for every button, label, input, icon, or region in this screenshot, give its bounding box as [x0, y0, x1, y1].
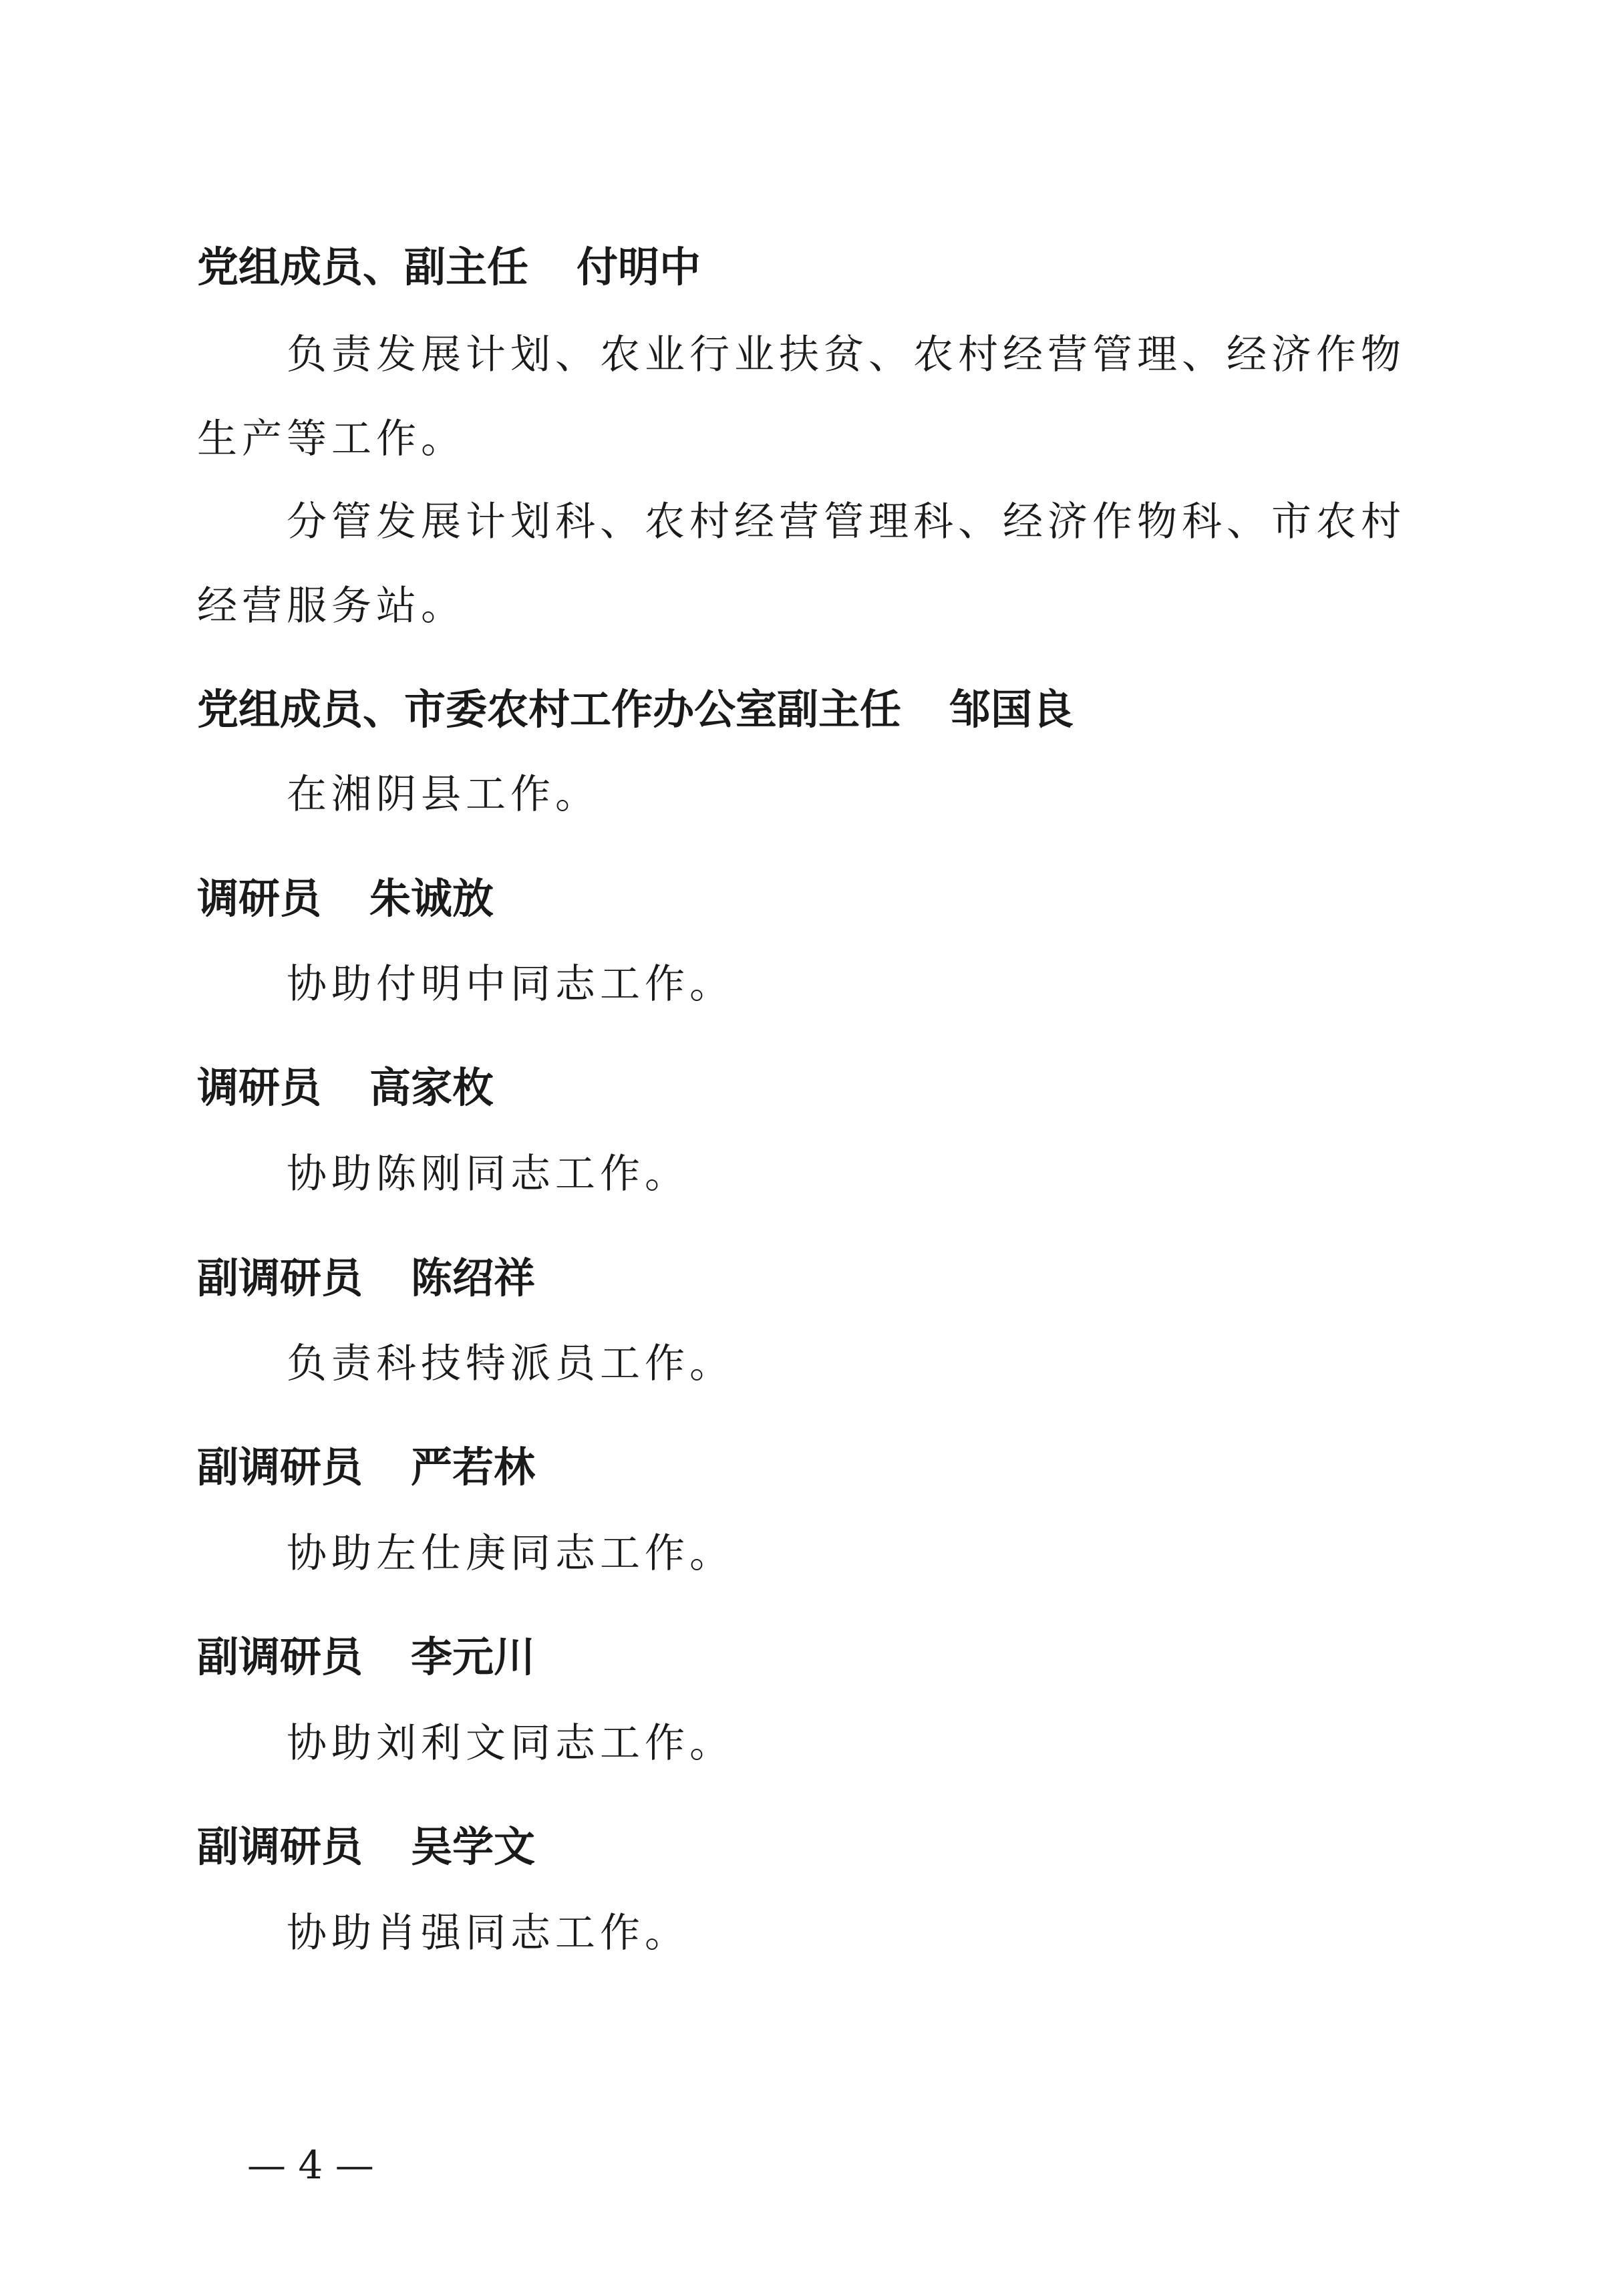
entry-title: 副调研员 — [197, 1632, 363, 1681]
entry-title: 调研员 — [197, 1063, 322, 1112]
entry-name: 严若林 — [411, 1443, 536, 1491]
entry-heading — [197, 1061, 494, 1115]
entry-name: 陈绍祥 — [411, 1254, 536, 1302]
entry-heading — [197, 872, 494, 925]
entry-name: 高家枚 — [369, 1063, 494, 1112]
entry-paragraph: 分管发展计划科、农村经营管理科、经济作物科、市农村经营服务站。 — [197, 498, 1406, 629]
entry-name: 朱诚放 — [369, 874, 494, 923]
entry-paragraph: 负责发展计划、农业行业扶贫、农村经营管理、经济作物生产等工作。 — [197, 331, 1406, 462]
entry-title: 党组成员、市委农村工作办公室副主任 — [197, 685, 902, 734]
entry-heading — [197, 1820, 535, 1874]
page-number: — 4 — — [247, 2142, 374, 2188]
entry-paragraph: 协助付明中同志工作。 — [287, 961, 734, 1008]
entry-name: 邹国良 — [949, 685, 1074, 734]
entry-paragraph: 协助肖强同志工作。 — [287, 1910, 689, 1957]
entry-heading — [197, 1252, 535, 1305]
entry-heading — [197, 683, 1074, 736]
entry-title: 副调研员 — [197, 1254, 363, 1302]
entry-title: 党组成员、副主任 — [197, 243, 529, 291]
entry-title: 副调研员 — [197, 1822, 363, 1871]
entry-paragraph: 协助陈刚同志工作。 — [287, 1151, 689, 1197]
entry-name: 付明中 — [577, 243, 701, 291]
entry-name: 吴学文 — [411, 1822, 536, 1871]
entry-heading — [197, 241, 701, 294]
entry-title: 副调研员 — [197, 1443, 363, 1491]
entry-title: 调研员 — [197, 874, 322, 923]
entry-paragraph: 在湘阴县工作。 — [287, 771, 600, 818]
entry-heading — [197, 1441, 535, 1494]
entry-heading — [197, 1630, 535, 1684]
entry-name: 李元川 — [411, 1632, 536, 1681]
entry-paragraph: 协助左仕庚同志工作。 — [287, 1530, 734, 1577]
entry-paragraph: 负责科技特派员工作。 — [287, 1340, 734, 1387]
entry-paragraph: 协助刘利文同志工作。 — [287, 1720, 734, 1767]
